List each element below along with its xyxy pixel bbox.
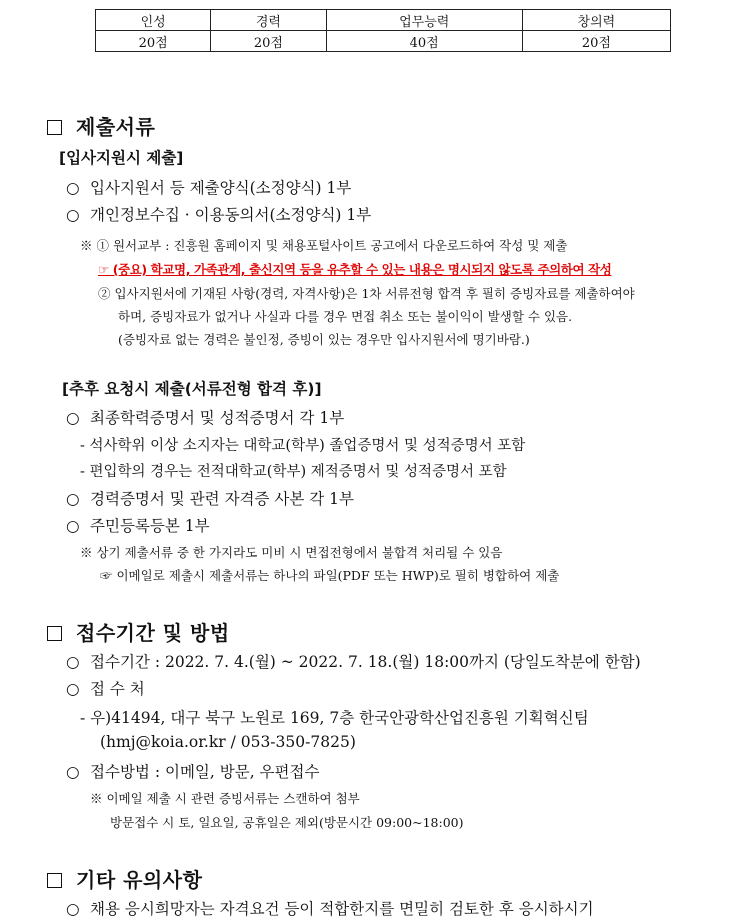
list-item: ○ 채용 응시희망자는 자격요건 등이 적합한지를 면밀히 검토한 후 응시하시기 [66, 900, 594, 918]
checkbox-square-icon [47, 120, 62, 135]
score-header: 창의력 [522, 10, 670, 31]
score-value: 20점 [522, 31, 670, 52]
bullet-circle-icon: ○ [66, 517, 80, 535]
score-table-value-row [96, 31, 671, 52]
bullet-circle-icon: ○ [66, 900, 80, 918]
note-scan: ※ 이메일 제출 시 관련 증빙서류는 스캔하여 첨부 [90, 791, 360, 806]
list-item: ○ 접수기간 : 2022. 7. 4.(월) ~ 2022. 7. 18.(월) 18:00까지 (당일도착분에 한함) [66, 653, 641, 671]
section-heading-documents: 제출서류 [47, 111, 155, 140]
warning-note: ☞ (중요) 학교명, 가족관계, 출신지역 등을 유추할 수 있는 내용은 명시되지 않도록 주의하여 작성 [98, 262, 612, 277]
score-table [95, 9, 671, 52]
section-heading-etc: 기타 유의사항 [47, 864, 202, 893]
list-item: ○ 주민등록등본 1부 [66, 517, 210, 535]
bullet-circle-icon: ○ [66, 680, 80, 698]
checkbox-square-icon [47, 626, 62, 641]
score-table-header-row [96, 10, 671, 31]
score-header: 경력 [211, 10, 326, 31]
address-line: - 우)41494, 대구 북구 노원로 169, 7층 한국안광학산업진흥원 기획혁신팀 [80, 709, 589, 727]
score-value: 20점 [211, 31, 326, 52]
subsection-heading-followup: [추후 요청시 제출(서류전형 합격 후)] [62, 380, 322, 398]
list-item: ○ 경력증명서 및 관련 자격증 사본 각 1부 [66, 490, 355, 508]
list-item: ○ 접수방법 : 이메일, 방문, 우편접수 [66, 763, 320, 781]
subsection-heading-application: [입사지원시 제출] [59, 149, 184, 167]
note-visit-hours: 방문접수 시 토, 일요일, 공휴일은 제외(방문시간 09:00~18:00) [110, 815, 464, 830]
score-header: 업무능력 [326, 10, 522, 31]
note-evidence-line1: ② 입사지원서에 기재된 사항(경력, 자격사항)은 1차 서류전형 합격 후 필히 증빙자료를 제출하여야 [98, 286, 635, 301]
sub-item: - 석사학위 이상 소지자는 대학교(학부) 졸업증명서 및 성적증명서 포함 [80, 438, 526, 454]
note-merge-file: ☞ 이메일로 제출시 제출서류는 하나의 파일(PDF 또는 HWP)로 필히 병합하여 제출 [100, 568, 560, 583]
note-download: ※ ① 원서교부 : 진흥원 홈페이지 및 채용포털사이트 공고에서 다운로드하여 작성 및 제출 [80, 238, 568, 253]
bullet-circle-icon: ○ [66, 179, 80, 197]
list-item: ○ 최종학력증명서 및 성적증명서 각 1부 [66, 409, 345, 427]
checkbox-square-icon [47, 873, 62, 888]
note-missing-documents: ※ 상기 제출서류 중 한 가지라도 미비 시 면접전형에서 불합격 처리될 수 있음 [80, 545, 503, 560]
contact-line: (hmj@koia.or.kr / 053-350-7825) [100, 733, 356, 751]
score-value: 40점 [326, 31, 522, 52]
sub-item: - 편입학의 경우는 전적대학교(학부) 제적증명서 및 성적증명서 포함 [80, 464, 507, 480]
bullet-circle-icon: ○ [66, 653, 80, 671]
list-item: ○ 개인정보수집 · 이용동의서(소정양식) 1부 [66, 206, 372, 224]
list-item: ○ 입사지원서 등 제출양식(소정양식) 1부 [66, 179, 352, 197]
note-evidence-line3: (증빙자료 없는 경력은 불인정, 증빙이 있는 경우만 입사지원서에 명기바람.) [118, 332, 530, 347]
list-item: ○ 접 수 처 [66, 680, 145, 698]
score-header: 인성 [96, 10, 211, 31]
bullet-circle-icon: ○ [66, 409, 80, 427]
bullet-circle-icon: ○ [66, 206, 80, 224]
note-evidence-line2: 하며, 증빙자료가 없거나 사실과 다를 경우 면접 취소 또는 불이익이 발생할 수 있음. [118, 309, 573, 324]
score-value: 20점 [96, 31, 211, 52]
bullet-circle-icon: ○ [66, 490, 80, 508]
bullet-circle-icon: ○ [66, 763, 80, 781]
section-heading-reception: 접수기간 및 방법 [47, 617, 230, 646]
